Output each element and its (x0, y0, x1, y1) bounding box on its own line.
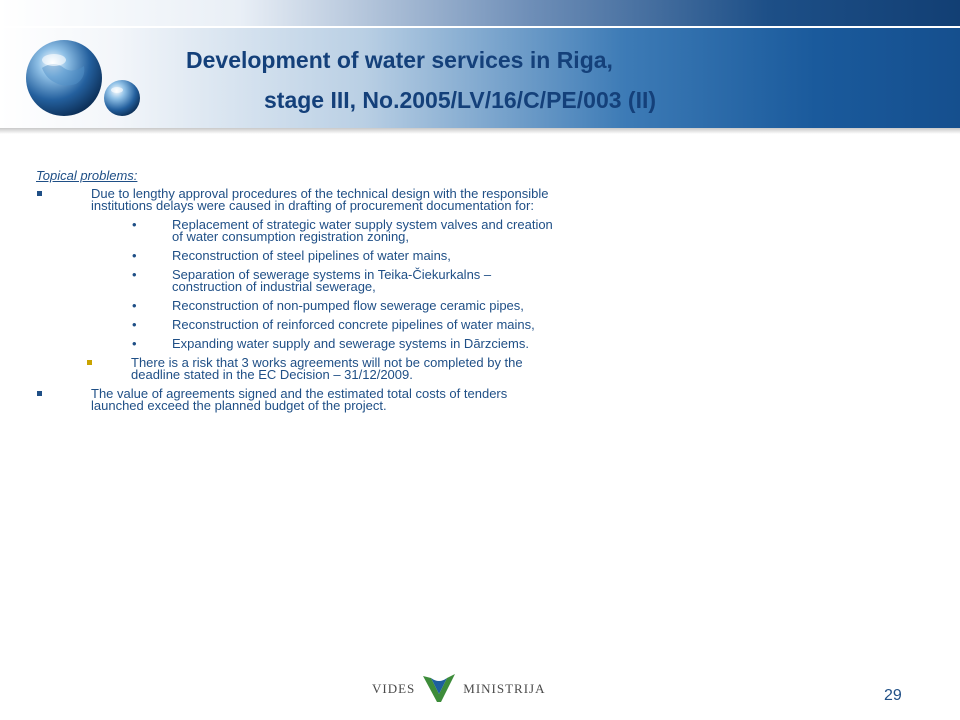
globe-icon (102, 78, 142, 118)
globe-icon (24, 38, 104, 118)
sub-list-item-text: Replacement of strategic water supply system valves and creation of water consumption registration zoning, (172, 217, 553, 244)
section-heading: Topical problems: (36, 168, 138, 183)
sub-list-item (36, 250, 556, 262)
page-number: 29 (884, 687, 902, 704)
list-item (36, 188, 556, 212)
dot-bullet-icon: • (132, 217, 137, 232)
page-title (186, 40, 906, 120)
sub-list-item (36, 219, 556, 243)
risk-list-item (36, 357, 556, 381)
title-shadow (0, 128, 960, 134)
sub-list-item (36, 319, 556, 331)
sub-list-item-text: Reconstruction of non-pumped flow sewerage ceramic pipes, (172, 298, 524, 313)
title-line-1: Development of water services in Riga, (186, 47, 613, 73)
sub-list-item (36, 269, 556, 293)
square-bullet-icon (87, 360, 92, 365)
sub-list-item-text: Reconstruction of steel pipelines of water mains, (172, 248, 451, 263)
top-bar (0, 0, 960, 26)
sub-list-item-text: Reconstruction of reinforced concrete pipelines of water mains, (172, 317, 535, 332)
square-bullet-icon (37, 391, 42, 396)
logo-text-right: MINISTRIJA (463, 681, 546, 696)
risk-item-text: There is a risk that 3 works agreements will not be completed by the deadline stated in the EC Decision – 31/12/2009. (131, 355, 523, 382)
sub-list-item-text: Separation of sewerage systems in Teika-Čiekurkalns – construction of industrial sewerage, (172, 267, 492, 294)
slide-body (36, 170, 556, 419)
sub-list-item (36, 338, 556, 350)
sub-list-item-text: Expanding water supply and sewerage systems in Dārzciems. (172, 336, 529, 351)
list-item-text: The value of agreements signed and the estimated total costs of tenders launched exceed the planned budget of the project. (91, 386, 508, 413)
ministry-logo (372, 671, 546, 707)
check-leaf-icon (421, 672, 457, 706)
dot-bullet-icon: • (132, 267, 137, 282)
dot-bullet-icon: • (132, 317, 137, 332)
sub-list-item (36, 300, 556, 312)
dot-bullet-icon: • (132, 298, 137, 313)
square-bullet-icon (37, 191, 42, 196)
dot-bullet-icon: • (132, 248, 137, 263)
dot-bullet-icon: • (132, 336, 137, 351)
list-item-text: Due to lengthy approval procedures of the technical design with the responsible institutions delays were caused in drafting of procurement documentation for: (91, 186, 549, 213)
title-line-2: stage III, No.2005/LV/16/C/PE/003 (II) (264, 87, 657, 113)
logo-text-left: VIDES (372, 681, 416, 696)
list-item (36, 388, 556, 412)
